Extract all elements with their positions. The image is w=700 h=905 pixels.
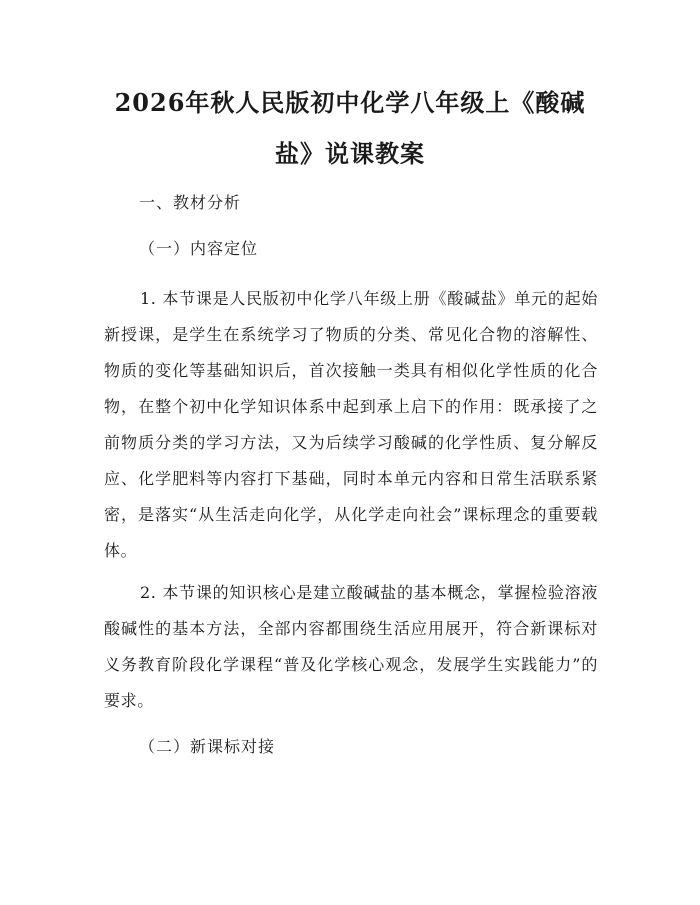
paragraph-1: 1. 本节课是人民版初中化学八年级上册《酸碱盐》单元的起始新授课，是学生在系统学习了物质的分类、常见化合物的溶解性、物质的变化等基础知识后，首次接触一类具有相似化学性质的化合物，在整个初中化学知识体系中起到承上启下的作用：既承接了之前物质分类的学习方法，又为后续学习酸碱的化学性质、复分解反应、化学肥料等内容打下基础，同时本单元内容和日常生活联系紧密，是落实“从生活走向化学，从化学走向社会”课标理念的重要载体。 [104,289,598,560]
subsection-heading-content-positioning: （一）内容定位 [139,239,259,258]
subsection-heading-curriculum-alignment: （二）新课标对接 [139,737,276,756]
document-title: 2026年秋人民版初中化学八年级上《酸碱盐》说课教案 [114,88,586,168]
paragraph-2: 2. 本节课的知识核心是建立酸碱盐的基本概念，掌握检验溶液酸碱性的基本方法，全部内容都围绕生活应用展开，符合新课标对义务教育阶段化学课程“普及化学核心观念，发展学生实践能力”的要求。 [104,583,598,710]
section-heading-textbook-analysis: 一、教材分析 [139,193,242,212]
